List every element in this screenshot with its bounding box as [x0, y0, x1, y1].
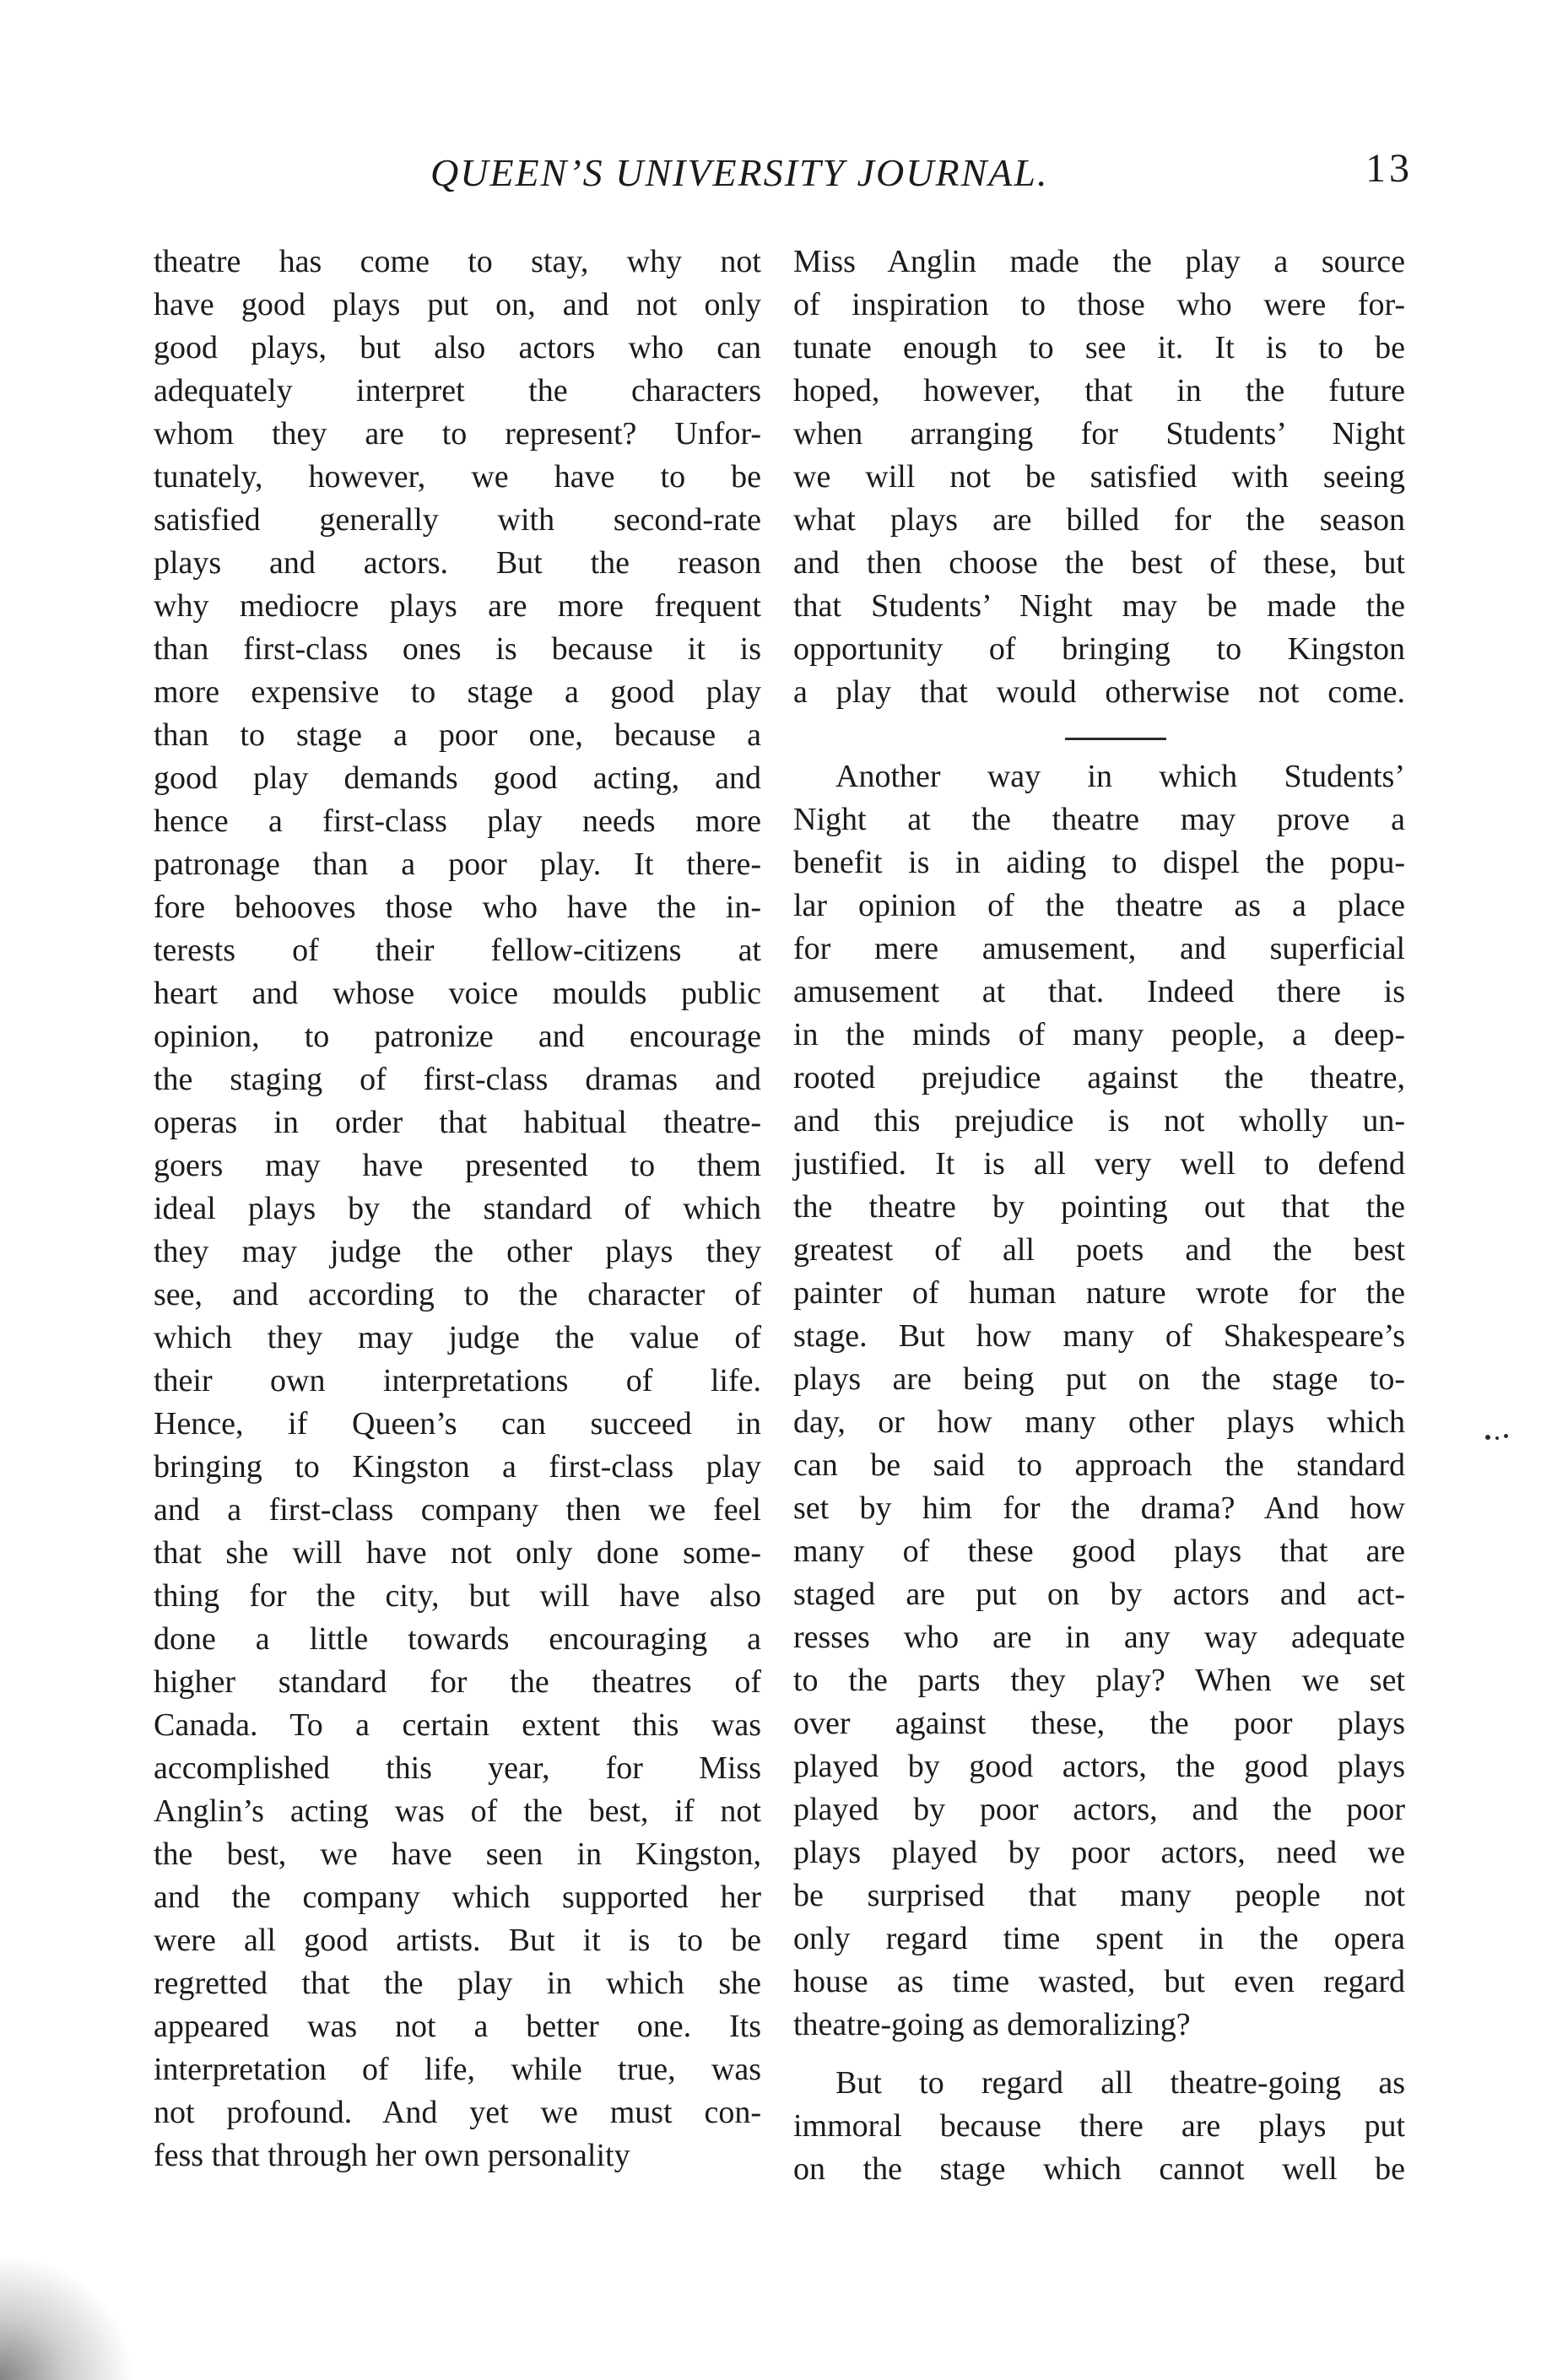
left-column — [154, 241, 761, 2177]
text-line: stage. But how many of Shakespeare’s — [793, 1318, 1405, 1354]
text-line: ideal plays by the standard of which — [154, 1191, 761, 1226]
text-line: thing for the city, but will have also — [154, 1578, 761, 1614]
text-line: we will not be satisfied with seeing — [793, 459, 1405, 495]
text-line: justified. It is all very well to defend — [793, 1146, 1405, 1182]
ink-speck — [1485, 1435, 1490, 1440]
text-line: played by good actors, the good plays — [793, 1749, 1405, 1784]
text-line: day, or how many other plays which — [793, 1404, 1405, 1440]
text-line: good play demands good acting, and — [154, 760, 761, 796]
text-line: amusement at that. Indeed there is — [793, 974, 1405, 1009]
text-line: Hence, if Queen’s can succeed in — [154, 1406, 761, 1442]
text-line: lar opinion of the theatre as a place — [793, 888, 1405, 923]
text-line: what plays are billed for the season — [793, 502, 1405, 538]
text-line: plays played by poor actors, need we — [793, 1835, 1405, 1870]
text-line: Anglin’s acting was of the best, if not — [154, 1793, 761, 1829]
text-line: Night at the theatre may prove a — [793, 802, 1405, 837]
text-line: goers may have presented to them — [154, 1148, 761, 1183]
text-line: the staging of first-class dramas and — [154, 1062, 761, 1097]
text-line: accomplished this year, for Miss — [154, 1750, 761, 1786]
text-line: can be said to approach the standard — [793, 1447, 1405, 1483]
text-line: and this prejudice is not wholly un- — [793, 1103, 1405, 1139]
ink-speck — [1495, 1436, 1499, 1440]
page-edge-shadow — [0, 2253, 135, 2380]
ink-speck — [1504, 1434, 1508, 1438]
text-line: Canada. To a certain extent this was — [154, 1707, 761, 1743]
text-line: were all good artists. But it is to be — [154, 1923, 761, 1958]
text-line: satisfied generally with second-rate — [154, 502, 761, 538]
text-line: be surprised that many people not — [793, 1878, 1405, 1913]
text-line: played by poor actors, and the poor — [793, 1792, 1405, 1827]
text-line: theatre has come to stay, why not — [154, 244, 761, 279]
text-line: that Students’ Night may be made the — [793, 588, 1405, 624]
text-line: why mediocre plays are more frequent — [154, 588, 761, 624]
text-line: house as time wasted, but even regard — [793, 1964, 1405, 1999]
page-number: 13 — [1365, 146, 1413, 191]
text-line: Miss Anglin made the play a source — [793, 244, 1405, 279]
text-line: a play that would otherwise not come. — [793, 674, 1405, 710]
text-line: and then choose the best of these, but — [793, 545, 1405, 581]
text-line: terests of their fellow-citizens at — [154, 933, 761, 968]
text-line: heart and whose voice moulds public — [154, 976, 761, 1011]
text-line: resses who are in any way adequate — [793, 1620, 1405, 1655]
text-line: fore behooves those who have the in- — [154, 890, 761, 925]
text-line: opinion, to patronize and encourage — [154, 1019, 761, 1054]
text-line: regretted that the play in which she — [154, 1966, 761, 2001]
text-line: greatest of all poets and the best — [793, 1232, 1405, 1268]
text-line: fess that through her own personality — [154, 2138, 630, 2173]
text-line: bringing to Kingston a first-class play — [154, 1449, 761, 1485]
text-line: for mere amusement, and superficial — [793, 931, 1405, 966]
text-line: opportunity of bringing to Kingston — [793, 631, 1405, 667]
text-line: plays and actors. But the reason — [154, 545, 761, 581]
right-column — [793, 241, 1405, 2191]
text-line: operas in order that habitual theatre- — [154, 1105, 761, 1140]
text-line: staged are put on by actors and act- — [793, 1577, 1405, 1612]
text-line: done a little towards encouraging a — [154, 1621, 761, 1657]
text-line: set by him for the drama? And how — [793, 1490, 1405, 1526]
text-line: hoped, however, that in the future — [793, 373, 1405, 408]
text-line: immoral because there are plays put — [793, 2108, 1405, 2144]
text-line: have good plays put on, and not only — [154, 287, 761, 322]
paragraph-gap — [793, 2047, 1405, 2062]
text-line: in the minds of many people, a deep- — [793, 1017, 1405, 1052]
text-line: rooted prejudice against the theatre, — [793, 1060, 1405, 1095]
text-line: than first-class ones is because it is — [154, 631, 761, 667]
text-line: over against these, the poor plays — [793, 1706, 1405, 1741]
paragraph-anglin — [793, 241, 1405, 714]
text-line: the theatre by pointing out that the — [793, 1189, 1405, 1225]
text-line: higher standard for the theatres of — [154, 1664, 761, 1700]
text-line: they may judge the other plays they — [154, 1234, 761, 1269]
text-line: tunately, however, we have to be — [154, 459, 761, 495]
text-line: more expensive to stage a good play — [154, 674, 761, 710]
text-line: hence a first-class play needs more — [154, 803, 761, 839]
text-line: and the company which supported her — [154, 1880, 761, 1915]
section-divider — [1065, 738, 1166, 740]
text-line: appeared was not a better one. Its — [154, 2009, 761, 2044]
text-line: adequately interpret the characters — [154, 373, 761, 408]
text-line: only regard time spent in the opera — [793, 1921, 1405, 1956]
text-line: benefit is in aiding to dispel the popu- — [793, 845, 1405, 880]
text-line: not profound. And yet we must con- — [154, 2095, 761, 2130]
text-line: on the stage which cannot well be — [793, 2151, 1405, 2187]
text-line: plays are being put on the stage to- — [793, 1361, 1405, 1397]
text-line: painter of human nature wrote for the — [793, 1275, 1405, 1311]
text-line: to the parts they play? When we set — [793, 1663, 1405, 1698]
text-line: tunate enough to see it. It is to be — [793, 330, 1405, 365]
text-line: that she will have not only done some- — [154, 1535, 761, 1571]
text-line: theatre-going as demoralizing? — [793, 2007, 1191, 2042]
text-line: than to stage a poor one, because a — [154, 717, 761, 753]
text-line: patronage than a poor play. It there- — [154, 847, 761, 882]
text-line: interpretation of life, while true, was — [154, 2052, 761, 2087]
text-line: But to regard all theatre-going as — [835, 2065, 1405, 2101]
text-line: good plays, but also actors who can — [154, 330, 761, 365]
text-line: whom they are to represent? Unfor- — [154, 416, 761, 452]
text-line: their own interpretations of life. — [154, 1363, 761, 1398]
text-line: Another way in which Students’ — [835, 759, 1405, 794]
text-line: the best, we have seen in Kingston, — [154, 1836, 761, 1872]
text-line: when arranging for Students’ Night — [793, 416, 1405, 452]
text-line: see, and according to the character of — [154, 1277, 761, 1312]
paragraph-another-way — [793, 755, 1405, 2047]
text-line: and a first-class company then we feel — [154, 1492, 761, 1528]
text-line: of inspiration to those who were for- — [793, 287, 1405, 322]
text-line: many of these good plays that are — [793, 1533, 1405, 1569]
text-line: which they may judge the value of — [154, 1320, 761, 1355]
running-head-title: QUEEN’S UNIVERSITY JOURNAL. — [430, 151, 1049, 194]
paragraph-but-to-regard — [793, 2062, 1405, 2191]
